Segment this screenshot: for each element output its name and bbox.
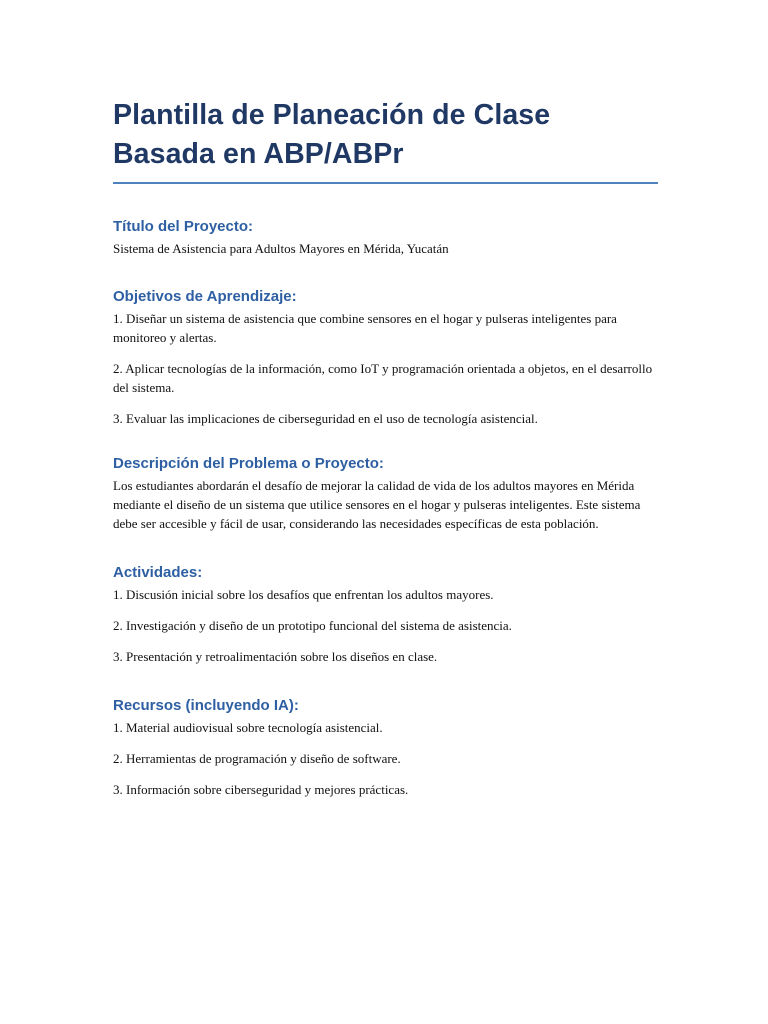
section-activities <box>113 563 658 666</box>
activity-item: 3. Presentación y retroalimentación sobre los diseños en clase. <box>113 649 438 664</box>
section-problem-description <box>113 454 658 533</box>
section-learning-objectives <box>113 287 658 428</box>
document-page <box>113 96 658 799</box>
resource-item: 2. Herramientas de programación y diseño de software. <box>113 751 401 766</box>
section-resources <box>113 696 658 799</box>
section-heading: Objetivos de Aprendizaje: <box>113 288 297 305</box>
objective-item: 2. Aplicar tecnologías de la información, como IoT y programación orientada a objetos, en el desarrollo del sistema. <box>113 361 653 395</box>
objective-item: 1. Diseñar un sistema de asistencia que combine sensores en el hogar y pulseras inteligentes para monitoreo y alertas. <box>113 311 617 345</box>
resource-item: 1. Material audiovisual sobre tecnología asistencial. <box>113 720 383 735</box>
section-heading: Recursos (incluyendo IA): <box>113 697 299 714</box>
objective-item: 3. Evaluar las implicaciones de ciberseguridad en el uso de tecnología asistencial. <box>113 411 538 426</box>
section-project-title <box>113 217 658 258</box>
activity-item: 1. Discusión inicial sobre los desafíos que enfrentan los adultos mayores. <box>113 587 494 602</box>
problem-description-text: Los estudiantes abordarán el desafío de mejorar la calidad de vida de los adultos mayores en Mérida mediante el diseño de un sistema que utilice sensores en el hogar y pulseras inteligentes. Este sistema debe ser accesible y fácil de usar, considerando las necesidades específicas de esta población. <box>113 478 641 531</box>
resource-item: 3. Información sobre ciberseguridad y mejores prácticas. <box>113 782 409 797</box>
section-heading: Actividades: <box>113 564 203 581</box>
section-heading: Título del Proyecto: <box>113 218 254 235</box>
section-heading: Descripción del Problema o Proyecto: <box>113 455 384 472</box>
project-title-text: Sistema de Asistencia para Adultos Mayores en Mérida, Yucatán <box>113 241 449 256</box>
activity-item: 2. Investigación y diseño de un prototipo funcional del sistema de asistencia. <box>113 618 512 633</box>
document-title: Plantilla de Planeación de Clase Basada en ABP/ABPr <box>113 96 658 184</box>
